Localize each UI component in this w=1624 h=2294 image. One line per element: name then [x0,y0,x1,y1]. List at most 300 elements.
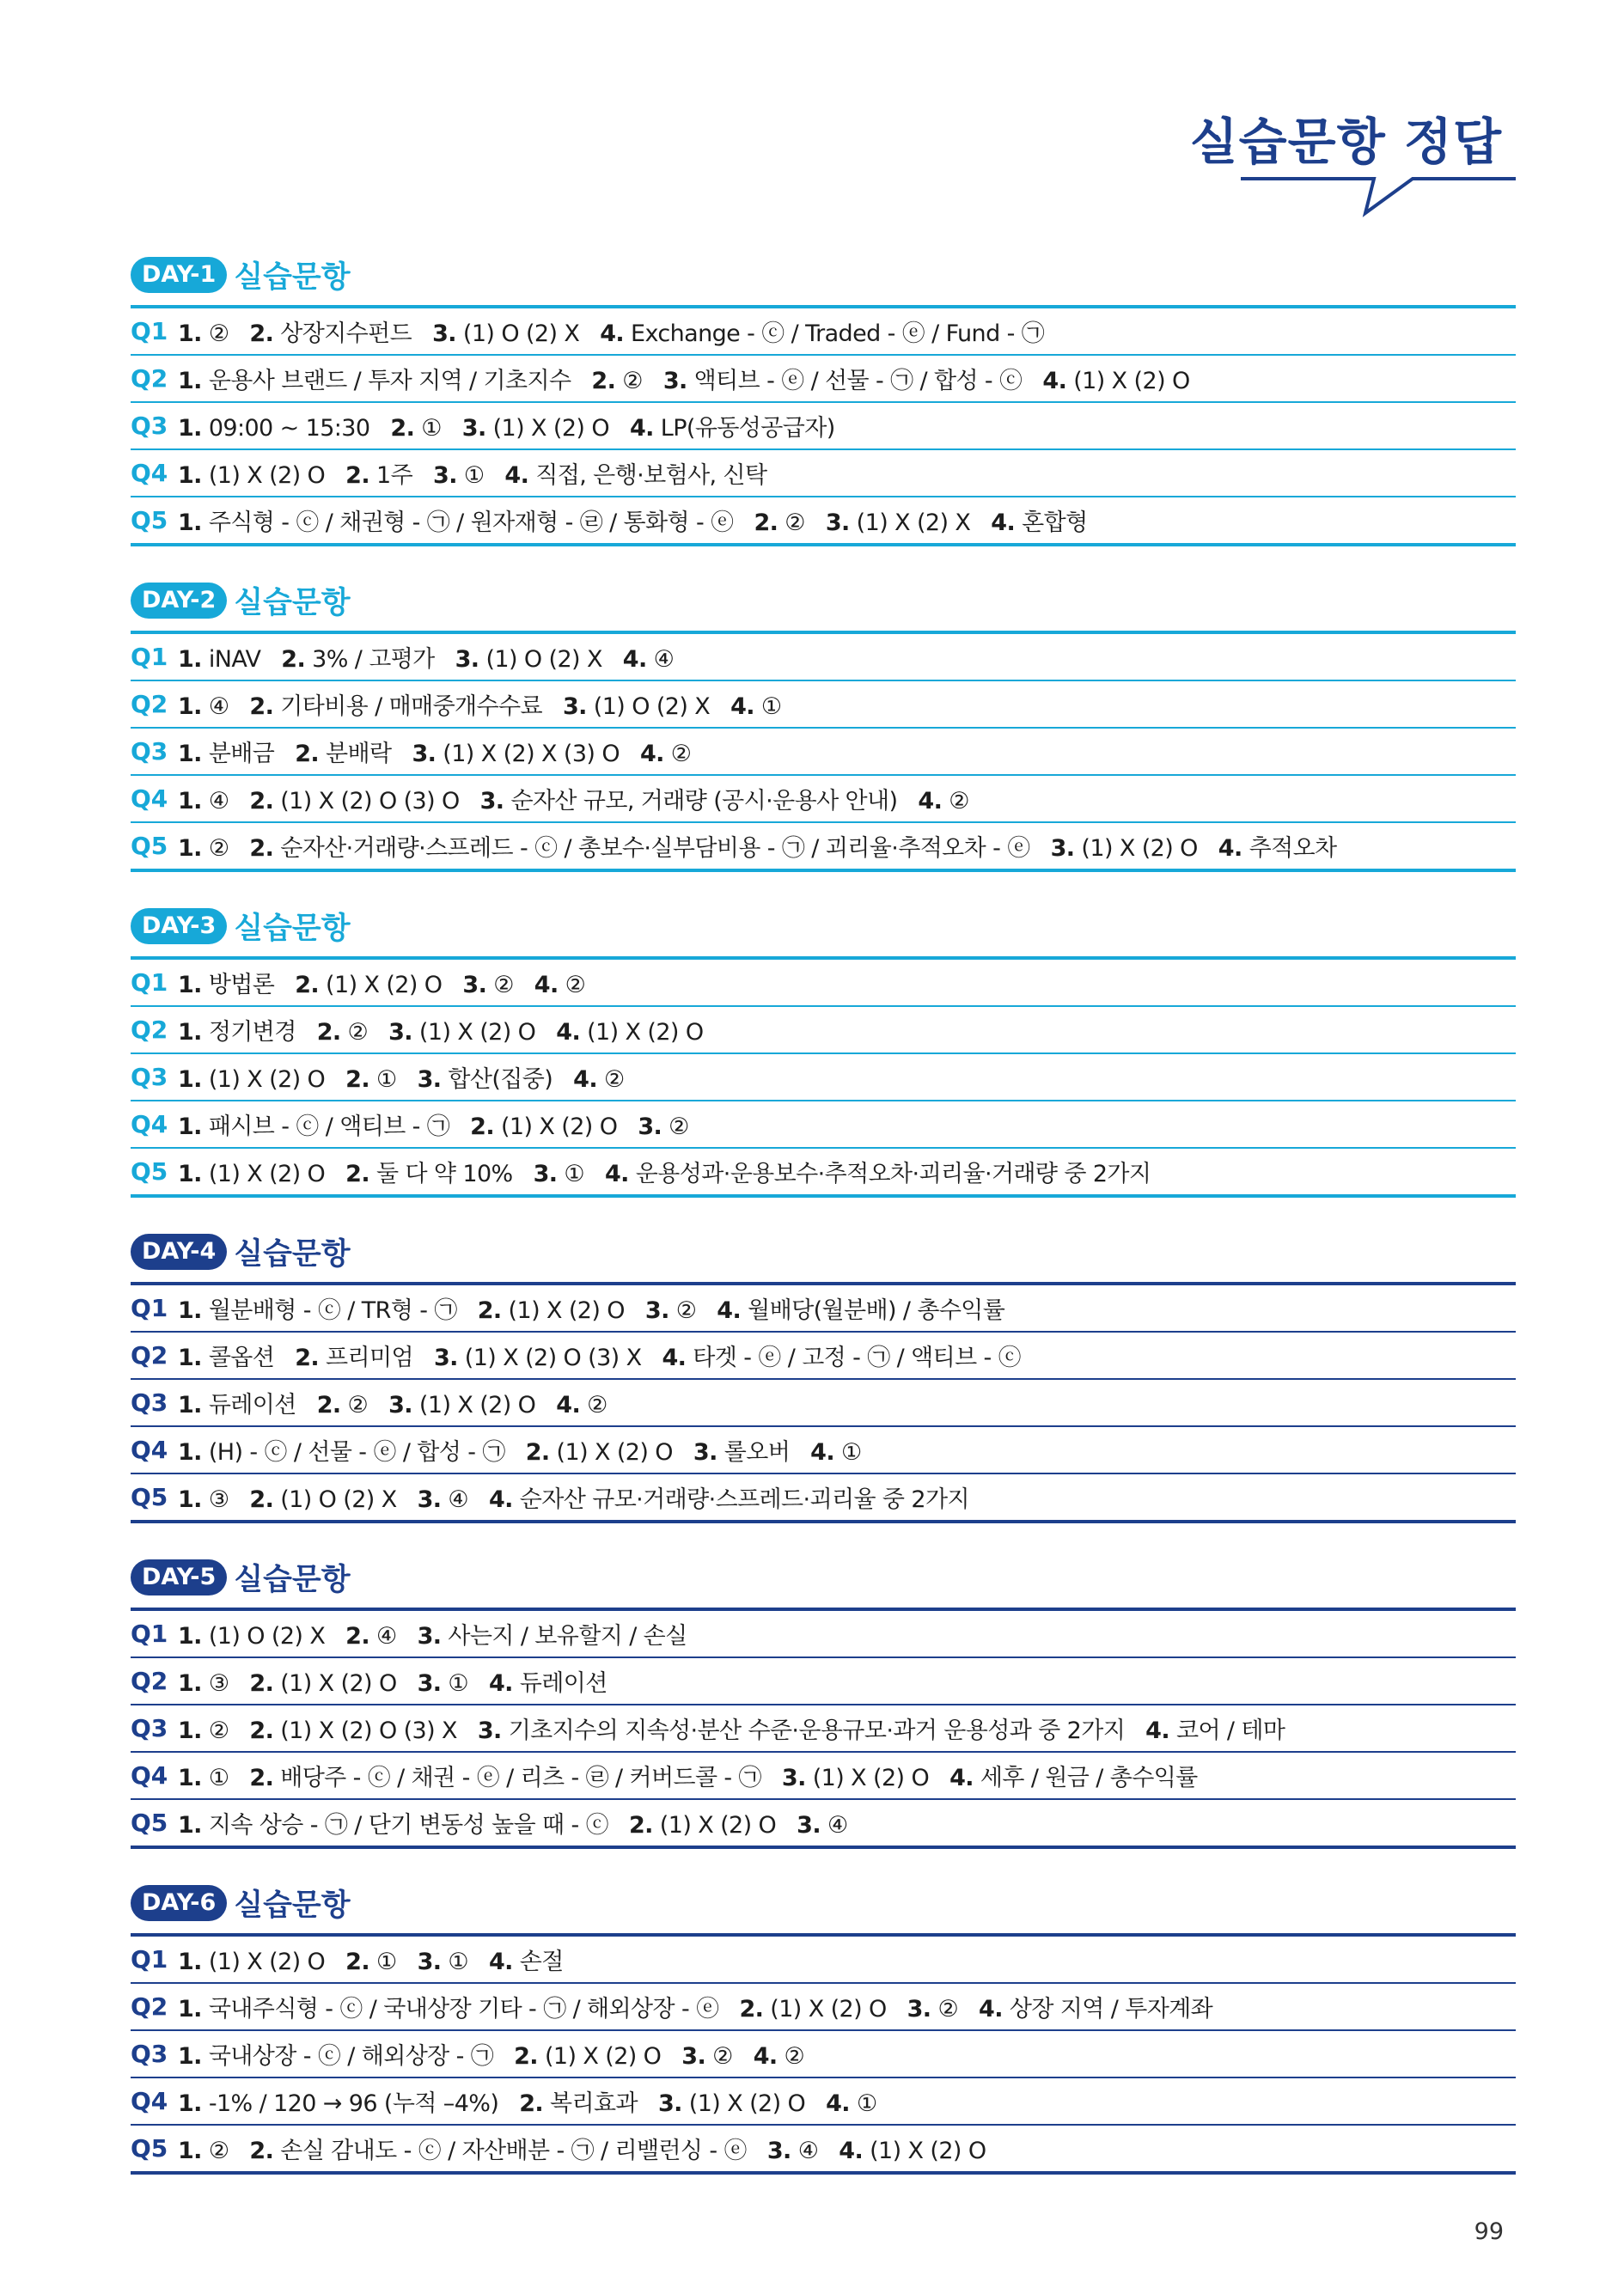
item-number: 1. [178,1486,202,1513]
item-answer: ① [557,1161,584,1187]
item-answer: 세후 / 원금 / 총수익률 [973,1765,1198,1791]
item-answer: 분배금 [201,741,275,767]
section-header [131,1880,1516,1926]
item-answer: 코어 / 테마 [1169,1717,1285,1744]
item-answer: 타겟 - ⓔ / 고정 - ㉠ / 액티브 - ⓒ [686,1345,1022,1371]
item-number: 3. [412,741,437,767]
item-number: 1. [178,693,202,720]
item-answer: (1) X (2) O [273,1670,397,1697]
item-answer: 월분배형 - ⓒ / TR형 - ㉠ [201,1297,457,1324]
question-number: Q2 [131,1667,168,1695]
answer-text [178,456,766,490]
question-number: Q4 [131,784,168,813]
page-title: 실습문항 정답 [1189,113,1502,171]
item-answer: (1) X (2) O [485,415,609,442]
answer-text [178,2132,986,2165]
answer-text [178,829,1337,863]
item-answer: ② [662,1113,689,1140]
item-answer: ② [580,1392,607,1418]
item-number: 3. [638,1113,662,1140]
item-answer: ② [558,972,586,998]
item-answer: (1) X (2) X [849,509,971,536]
item-number: 1. [178,320,202,347]
item-number: 4. [1218,835,1242,862]
item-answer: -1% / 120 → 96 (누적 –4%) [201,2090,499,2117]
question-number: Q1 [131,968,168,997]
item-number: 3. [417,1949,442,1975]
item-answer: (1) X (2) O (3) O [273,788,460,814]
item-number: 1. [178,1113,202,1140]
item-answer: ① [456,462,485,489]
item-answer: (1) X (2) X (3) O [436,741,620,767]
item-number: 4. [639,741,664,767]
question-number: Q5 [131,1809,168,1837]
item-answer: ① [441,1670,468,1697]
item-answer: (1) X (2) O [412,1392,536,1418]
item-number: 4. [839,2138,864,2164]
item-answer: ④ [201,788,229,814]
item-number: 3. [477,1717,502,1744]
day-badge: DAY-4 [131,1234,227,1270]
answer-row [131,2126,1516,2175]
answer-text [178,1386,607,1419]
item-number: 1. [178,835,202,862]
item-answer: 상장 지역 / 투자계좌 [1002,1996,1213,2023]
section-title: 실습문항 [234,912,351,946]
answer-row [131,2078,1516,2126]
item-answer: 프리미엄 [319,1345,413,1371]
item-number: 3. [693,1439,717,1466]
item-answer: ④ [369,1623,397,1650]
item-answer: 추적오차 [1242,835,1337,862]
item-answer: ② [340,1392,369,1418]
item-number: 3. [781,1765,806,1791]
item-number: 2. [249,693,274,720]
item-answer: 둘 다 약 10% [369,1161,513,1187]
item-answer: (1) X (2) O [652,1812,777,1839]
item-answer: ③ [201,1486,229,1513]
question-number: Q3 [131,1388,168,1417]
answer-row [131,729,1516,776]
item-answer: ② [201,835,229,862]
day-section [131,577,1516,872]
item-answer: (1) O (2) X [455,320,580,347]
item-number: 4. [662,1345,687,1371]
item-number: 2. [628,1812,653,1839]
item-number: 2. [591,368,616,394]
item-answer: ② [705,2043,733,2070]
item-number: 2. [525,1439,550,1466]
item-answer: (1) X (2) O [863,2138,986,2164]
day-section [131,252,1516,546]
day-badge: DAY-6 [131,1885,227,1921]
answer-text [178,640,674,674]
item-number: 2. [514,2043,538,2070]
item-number: 3. [907,1996,931,2023]
answer-text [178,1433,862,1467]
item-number: 2. [390,415,415,442]
item-answer: (1) X (2) O [763,1996,887,2023]
item-answer: ② [596,1066,625,1093]
item-answer: 합산(집중) [441,1066,553,1093]
answer-row [131,823,1516,872]
item-number: 4. [717,1297,742,1324]
item-answer: 배당주 - ⓒ / 채권 - ⓔ / 리츠 - ㉣ / 커버드콜 - ㉠ [273,1765,761,1791]
item-number: 2. [316,1392,341,1418]
answer-row [131,1611,1516,1658]
item-answer: (1) O (2) X [479,646,602,673]
question-number: Q2 [131,1341,168,1370]
answer-text [178,1806,848,1839]
section-title: 실습문항 [234,1237,351,1272]
answer-row [131,1705,1516,1753]
item-answer: (1) X (2) O [1074,835,1198,862]
item-answer: (1) X (2) O [580,1019,704,1046]
item-answer: (1) X (2) O [494,1113,618,1140]
day-section [131,903,1516,1198]
item-number: 4. [488,1486,513,1513]
item-number: 1. [178,972,202,998]
item-number: 4. [979,1996,1003,2023]
item-number: 3. [825,509,850,536]
day-badge: DAY-1 [131,257,227,293]
item-answer: ② [931,1996,959,2023]
answer-row [131,1333,1516,1380]
question-number: Q4 [131,1436,168,1464]
title-underline-icon [1241,175,1516,218]
answer-text [178,1013,704,1046]
item-number: 4. [826,2090,850,2117]
question-number: Q1 [131,1945,168,1974]
item-answer: 롤오버 [717,1439,791,1466]
item-answer: (1) X (2) O [201,1066,326,1093]
item-number: 4. [1145,1717,1169,1744]
item-answer: Exchange - ⓒ / Traded - ⓔ / Fund - ㉠ [624,320,1045,347]
item-number: 2. [345,1161,370,1187]
item-number: 4. [991,509,1016,536]
item-number: 4. [629,415,654,442]
answer-text [178,1480,969,1514]
item-answer: 기초지수의 지속성·분산 수준·운용규모·과거 운용성과 중 2가지 [501,1717,1126,1744]
answer-row [131,1753,1516,1800]
item-answer: (1) X (2) O (3) X [457,1345,642,1371]
item-number: 2. [249,788,274,814]
section-header [131,1554,1516,1601]
item-number: 2. [249,1486,274,1513]
item-answer: 기타비용 / 매매중개수수료 [273,693,542,720]
item-number: 1. [178,1345,202,1371]
item-answer: ② [669,1297,697,1324]
item-number: 1. [178,368,202,394]
item-number: 1. [178,1439,202,1466]
item-number: 3. [417,1670,442,1697]
item-number: 3. [644,1297,669,1324]
question-number: Q4 [131,459,168,487]
section-header [131,903,1516,949]
item-number: 3. [462,972,487,998]
item-answer: 지속 상승 - ㉠ / 단기 변동성 높을 때 - ⓒ [201,1812,609,1839]
item-number: 4. [556,1019,581,1046]
item-number: 1. [178,1623,202,1650]
item-number: 3. [479,788,504,814]
answer-text [178,1711,1285,1745]
question-number: Q1 [131,643,168,671]
answer-text [178,1060,625,1094]
item-number: 4. [488,1670,513,1697]
item-number: 2. [249,1670,274,1697]
item-answer: ② [942,788,969,814]
section-title: 실습문항 [234,260,351,295]
answer-row [131,1427,1516,1474]
item-number: 4. [730,693,754,720]
item-number: 1. [178,415,202,442]
section-title: 실습문항 [234,1563,351,1597]
item-answer: (1) X (2) O [201,1949,326,1975]
item-answer: ② [615,368,643,394]
day-badge: DAY-3 [131,908,227,944]
answer-row [131,634,1516,681]
item-answer: (1) X (2) O [319,972,443,998]
item-number: 3. [681,2043,706,2070]
item-number: 2. [754,509,778,536]
item-number: 1. [178,788,202,814]
item-number: 1. [178,2090,202,2117]
item-answer: ③ [201,1670,229,1697]
question-number: Q3 [131,737,168,766]
item-number: 1. [178,2138,202,2164]
answer-row [131,1149,1516,1198]
answer-text [178,503,1088,537]
item-number: 1. [178,1670,202,1697]
item-answer: 순자산 규모, 거래량 (공시·운용사 안내) [504,788,898,814]
item-answer: (1) X (2) O [549,1439,673,1466]
item-answer: ② [201,320,229,347]
item-answer: (1) O (2) X [273,1486,397,1513]
answer-row [131,1007,1516,1054]
item-number: 2. [345,462,370,489]
question-number: Q1 [131,1620,168,1648]
item-answer: ④ [441,1486,468,1513]
answer-text [178,687,782,721]
section-header [131,252,1516,298]
item-answer: (1) X (2) O [1066,368,1190,394]
item-number: 4. [918,788,943,814]
item-answer: (1) X (2) O [412,1019,536,1046]
item-number: 2. [295,1345,320,1371]
item-answer: 운용사 브랜드 / 투자 지역 / 기초지수 [201,368,571,394]
question-number: Q3 [131,2040,168,2068]
item-number: 2. [295,741,320,767]
question-number: Q2 [131,1016,168,1044]
section-title: 실습문항 [234,586,351,620]
item-number: 3. [533,1161,558,1187]
item-answer: 콜옵션 [201,1345,275,1371]
answer-text [178,2084,877,2118]
answer-text [178,782,969,815]
item-answer: ① [369,1066,397,1093]
item-answer: 방법론 [201,972,275,998]
answer-row [131,1800,1516,1849]
answer-row [131,1054,1516,1101]
item-answer: (1) X (2) O [501,1297,625,1324]
item-answer: (1) X (2) O [201,462,326,489]
item-number: 2. [249,320,274,347]
item-number: 4. [504,462,529,489]
item-answer: (1) X (2) O [805,1765,930,1791]
question-number: Q3 [131,1714,168,1742]
item-answer: ② [201,2138,229,2164]
item-answer: ① [849,2090,877,2117]
answer-row [131,1380,1516,1427]
item-number: 4. [488,1949,513,1975]
item-number: 2. [249,1765,274,1791]
question-number: Q4 [131,1761,168,1790]
item-number: 4. [534,972,559,998]
question-number: Q4 [131,1110,168,1138]
item-number: 2. [295,972,320,998]
answer-text [178,1339,1021,1372]
item-answer: 월배당(월분배) / 총수익률 [741,1297,1005,1324]
item-number: 1. [178,462,202,489]
item-number: 2. [519,2090,544,2117]
item-answer: ① [833,1439,862,1466]
answer-row [131,776,1516,823]
answer-text [178,1107,689,1141]
item-answer: (1) X (2) O [201,1161,326,1187]
answer-text [178,2037,804,2071]
answer-text [178,1943,564,1976]
item-answer: 순자산·거래량·스프레드 - ⓒ / 총보수·실부담비용 - ㉠ / 괴리율·추적오차 - ⓔ [273,835,1030,862]
item-number: 2. [470,1113,494,1140]
item-answer: 국내주식형 - ⓒ / 국내상장 기타 - ㉠ / 해외상장 - ⓔ [201,1996,719,2023]
item-number: 4. [949,1765,974,1791]
item-answer: 운용성과·운용보수·추적오차·괴리율·거래량 중 2가지 [628,1161,1151,1187]
item-number: 3. [433,1345,458,1371]
question-number: Q4 [131,2087,168,2115]
item-answer: ② [778,509,805,536]
item-number: 4. [622,646,647,673]
item-number: 1. [178,1765,202,1791]
item-answer: 듀레이션 [201,1392,296,1418]
page-number: 99 [1474,2218,1504,2245]
day-badge: DAY-5 [131,1559,227,1595]
item-answer: (1) X (2) O (3) X [273,1717,457,1744]
item-number: 4. [556,1392,581,1418]
answer-row [131,1984,1516,2031]
question-number: Q5 [131,1483,168,1511]
item-answer: ① [441,1949,468,1975]
item-number: 3. [432,320,456,347]
section-header [131,577,1516,624]
item-answer: ② [777,2043,805,2070]
item-number: 1. [178,1392,202,1418]
item-number: 1. [178,2043,202,2070]
item-answer: (1) O (2) X [586,693,711,720]
item-answer: 손실 감내도 - ⓒ / 자산배분 - ㉠ / 리밸런싱 - ⓔ [273,2138,747,2164]
item-number: 3. [455,646,479,673]
item-answer: (1) O (2) X [201,1623,326,1650]
question-number: Q3 [131,1063,168,1091]
item-answer: 손절 [512,1949,564,1975]
item-number: 1. [178,509,202,536]
item-number: 1. [178,741,202,767]
item-number: 1. [178,1717,202,1744]
answer-row [131,681,1516,729]
item-number: 2. [281,646,306,673]
item-answer: 09:00 ~ 15:30 [201,415,370,442]
item-number: 3. [417,1623,442,1650]
day-section [131,1880,1516,2175]
answer-row [131,450,1516,497]
item-number: 2. [345,1066,370,1093]
item-answer: 1주 [369,462,413,489]
item-answer: ① [369,1949,397,1975]
item-number: 4. [604,1161,629,1187]
item-answer: ② [663,741,692,767]
item-answer: 정기변경 [201,1019,296,1046]
answer-text [178,1291,1004,1325]
item-answer: ② [486,972,514,998]
answer-text [178,362,1190,395]
day-section [131,1554,1516,1849]
question-number: Q5 [131,832,168,860]
item-number: 3. [562,693,587,720]
item-number: 4. [573,1066,597,1093]
item-answer: 패시브 - ⓒ / 액티브 - ㉠ [201,1113,450,1140]
item-answer: ① [414,415,442,442]
answer-row [131,308,1516,356]
item-answer: ④ [791,2138,819,2164]
answer-row [131,403,1516,450]
item-number: 3. [657,2090,682,2117]
item-answer: 상장지수펀드 [273,320,412,347]
item-answer: 3% / 고평가 [305,646,435,673]
item-number: 1. [178,1949,202,1975]
item-answer: 듀레이션 [512,1670,607,1697]
item-answer: 액티브 - ⓔ / 선물 - ㉠ / 합성 - ⓒ [687,368,1023,394]
answer-text [178,409,835,442]
question-number: Q2 [131,1992,168,2021]
day-badge: DAY-2 [131,583,227,619]
item-number: 2. [249,2138,274,2164]
item-number: 1. [178,1066,202,1093]
answer-row [131,1101,1516,1149]
item-number: 2. [249,835,274,862]
question-number: Q2 [131,690,168,718]
section-title: 실습문항 [234,1888,351,1923]
question-number: Q5 [131,1157,168,1186]
answer-text [178,735,691,768]
item-answer: 복리효과 [543,2090,638,2117]
answer-text [178,1617,687,1650]
item-number: 3. [461,415,486,442]
item-answer: ② [340,1019,369,1046]
answer-row [131,356,1516,403]
item-number: 2. [477,1297,502,1324]
item-answer: 직접, 은행·보험사, 신탁 [528,462,767,489]
question-number: Q5 [131,2134,168,2163]
answer-row [131,1474,1516,1523]
answer-row [131,1937,1516,1984]
item-answer: ④ [201,693,229,720]
item-number: 2. [345,1623,370,1650]
item-number: 1. [178,1161,202,1187]
item-number: 4. [1042,368,1067,394]
question-number: Q5 [131,506,168,534]
item-number: 1. [178,1019,202,1046]
answer-text [178,1664,607,1698]
answer-row [131,960,1516,1007]
